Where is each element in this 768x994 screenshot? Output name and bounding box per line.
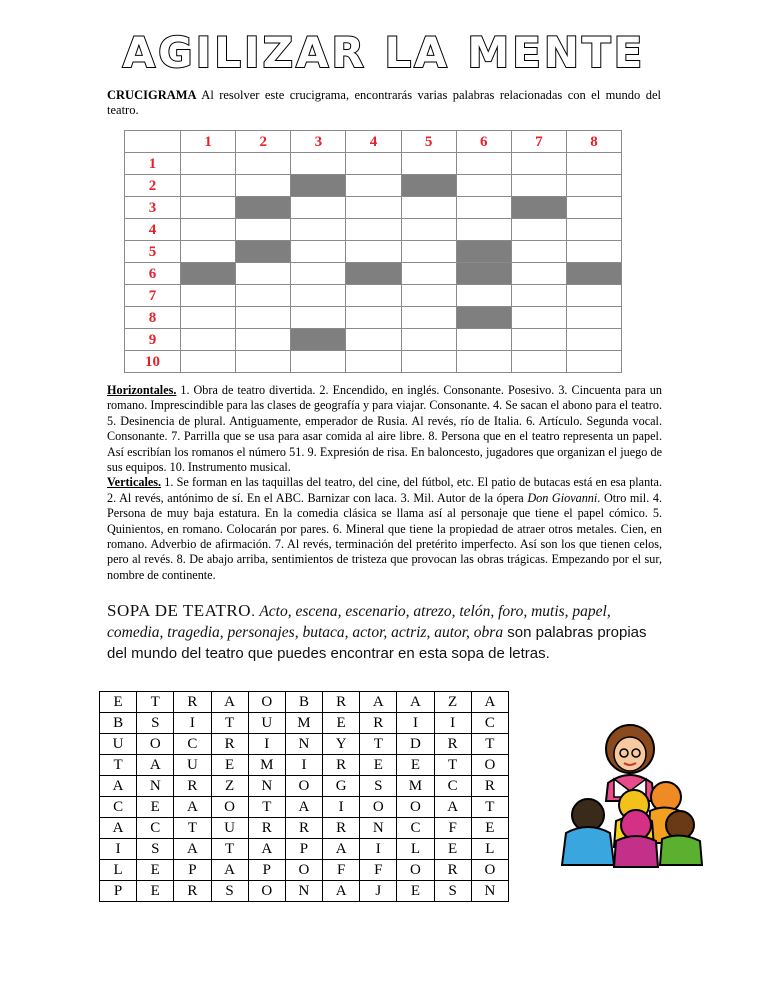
crossword-cell[interactable] — [401, 285, 456, 307]
crossword-cell[interactable] — [181, 285, 236, 307]
word-search-letter[interactable]: O — [137, 734, 174, 755]
word-search-letter[interactable]: O — [285, 860, 322, 881]
crossword-cell[interactable] — [456, 153, 511, 175]
crossword-cell[interactable] — [236, 219, 291, 241]
crossword-cell[interactable] — [181, 197, 236, 219]
word-search-letter[interactable]: T — [174, 818, 211, 839]
word-search-letter[interactable]: R — [248, 818, 285, 839]
crossword-cell[interactable] — [291, 351, 346, 373]
word-search-letter[interactable]: A — [211, 860, 248, 881]
word-search-letter[interactable]: A — [434, 797, 471, 818]
crossword-blocked-cell — [401, 175, 456, 197]
crossword-cell[interactable] — [566, 285, 621, 307]
word-search-row — [100, 797, 509, 818]
crossword-row — [125, 307, 622, 329]
word-search-letter[interactable]: J — [360, 881, 397, 902]
word-search-sep: . — [250, 603, 260, 620]
word-search-letter[interactable]: N — [248, 776, 285, 797]
vertical-clues-heading: Verticales. — [107, 475, 162, 490]
word-search-letter[interactable]: R — [174, 692, 211, 713]
word-search-letter[interactable]: I — [397, 713, 434, 734]
crossword-blocked-cell — [456, 241, 511, 263]
crossword-cell[interactable] — [181, 175, 236, 197]
word-search-letter[interactable]: N — [137, 776, 174, 797]
word-search-letter[interactable]: I — [323, 797, 360, 818]
word-search-letter[interactable]: T — [471, 734, 508, 755]
crossword-column-number: 4 — [346, 131, 401, 153]
crossword-cell[interactable] — [511, 351, 566, 373]
crossword-column-number: 5 — [401, 131, 456, 153]
crossword-cell[interactable] — [236, 307, 291, 329]
word-search-letter[interactable]: F — [323, 860, 360, 881]
crossword-cell[interactable] — [346, 197, 401, 219]
word-search-letter[interactable]: C — [174, 734, 211, 755]
crossword-cell[interactable] — [401, 351, 456, 373]
crossword-cell[interactable] — [566, 329, 621, 351]
word-search-letter[interactable]: O — [471, 755, 508, 776]
word-search-letter[interactable]: C — [471, 713, 508, 734]
word-search-letter[interactable]: A — [323, 839, 360, 860]
crossword-intro-text: Al resolver este crucigrama, encontrarás varias palabras relacionadas con el mundo del teatro. — [107, 88, 661, 117]
word-search-letter[interactable]: R — [323, 692, 360, 713]
word-search-row — [100, 818, 509, 839]
crossword-cell[interactable] — [346, 351, 401, 373]
crossword-cell[interactable] — [511, 153, 566, 175]
crossword-cell[interactable] — [291, 197, 346, 219]
word-search-heading: SOPA DE TEATRO — [107, 601, 251, 620]
word-search-letter[interactable]: A — [285, 797, 322, 818]
page-title: AGILIZAR LA MENTE — [122, 28, 646, 77]
word-search-intro — [107, 600, 667, 664]
crossword-cell[interactable] — [511, 263, 566, 285]
word-search-letter[interactable]: A — [137, 755, 174, 776]
word-search-letter[interactable]: R — [471, 776, 508, 797]
word-search-letter[interactable]: E — [137, 797, 174, 818]
crossword-cell[interactable] — [401, 241, 456, 263]
word-search-letter[interactable]: S — [211, 881, 248, 902]
word-search-letter[interactable]: A — [323, 881, 360, 902]
word-search-letter[interactable]: A — [471, 692, 508, 713]
word-search-letter[interactable]: N — [360, 818, 397, 839]
word-search-letter[interactable]: B — [100, 713, 137, 734]
crossword-cell[interactable] — [401, 263, 456, 285]
word-search-letter[interactable]: R — [323, 818, 360, 839]
crossword-cell[interactable] — [346, 329, 401, 351]
crossword-cell[interactable] — [181, 351, 236, 373]
word-search-letter[interactable]: U — [211, 818, 248, 839]
word-search-row — [100, 692, 509, 713]
word-search-letter[interactable]: P — [285, 839, 322, 860]
crossword-column-number: 3 — [291, 131, 346, 153]
word-search-letter[interactable]: E — [137, 860, 174, 881]
crossword-blocked-cell — [236, 197, 291, 219]
crossword-cell[interactable] — [181, 219, 236, 241]
word-search-letter[interactable]: E — [397, 881, 434, 902]
crossword-cell[interactable] — [291, 307, 346, 329]
crossword-column-number: 1 — [181, 131, 236, 153]
word-search-letter[interactable]: R — [285, 818, 322, 839]
crossword-cell[interactable] — [236, 153, 291, 175]
word-search-row — [100, 881, 509, 902]
word-search-letter[interactable]: N — [285, 881, 322, 902]
crossword-cell[interactable] — [566, 351, 621, 373]
crossword-row — [125, 219, 622, 241]
word-search-letter[interactable]: U — [174, 755, 211, 776]
word-search-letter[interactable]: F — [434, 818, 471, 839]
crossword-cell[interactable] — [236, 263, 291, 285]
crossword-cell[interactable] — [291, 263, 346, 285]
word-search-letter[interactable]: S — [360, 776, 397, 797]
crossword-cell[interactable] — [181, 329, 236, 351]
word-search-letter[interactable]: M — [248, 755, 285, 776]
crossword-cell[interactable] — [456, 175, 511, 197]
word-search-word-list: Acto, escena, escenario, atrezo, telón, foro, mutis, papel, comedia, tragedia, personajes, butaca, actor, actriz, autor, obra — [107, 603, 611, 641]
word-search-letter[interactable]: Z — [434, 692, 471, 713]
crossword-grid — [124, 130, 622, 373]
crossword-cell[interactable] — [181, 153, 236, 175]
word-search-letter[interactable]: E — [360, 755, 397, 776]
crossword-cell[interactable] — [401, 307, 456, 329]
word-search-letter[interactable]: C — [434, 776, 471, 797]
word-search-letter[interactable]: M — [285, 713, 322, 734]
clues-block — [107, 383, 662, 583]
crossword-row-number: 2 — [125, 175, 181, 197]
crossword-cell[interactable] — [566, 307, 621, 329]
crossword-cell[interactable] — [346, 241, 401, 263]
crossword-row — [125, 153, 622, 175]
word-search-letter[interactable]: T — [434, 755, 471, 776]
word-search-letter[interactable]: R — [211, 734, 248, 755]
word-search-letter[interactable]: R — [360, 713, 397, 734]
crossword-cell[interactable] — [566, 241, 621, 263]
crossword-row-number: 8 — [125, 307, 181, 329]
crossword-cell[interactable] — [456, 285, 511, 307]
word-search-letter[interactable]: L — [100, 860, 137, 881]
crossword-cell[interactable] — [236, 175, 291, 197]
crossword-blocked-cell — [566, 263, 621, 285]
crossword-row-number: 3 — [125, 197, 181, 219]
word-search-letter[interactable]: C — [100, 797, 137, 818]
word-search-letter[interactable]: E — [434, 839, 471, 860]
crossword-row-number: 5 — [125, 241, 181, 263]
crossword-cell[interactable] — [291, 285, 346, 307]
word-search-letter[interactable]: I — [360, 839, 397, 860]
child-green — [660, 811, 702, 865]
crossword-blocked-cell — [236, 241, 291, 263]
word-search-letter[interactable]: O — [360, 797, 397, 818]
crossword-cell[interactable] — [346, 219, 401, 241]
crossword-cell[interactable] — [401, 219, 456, 241]
word-search-letter[interactable]: N — [285, 734, 322, 755]
crossword-cell[interactable] — [511, 285, 566, 307]
crossword-cell[interactable] — [236, 329, 291, 351]
word-search-letter[interactable]: S — [137, 839, 174, 860]
word-search-letter[interactable]: C — [137, 818, 174, 839]
word-search-letter[interactable]: E — [137, 881, 174, 902]
word-search-letter[interactable]: L — [397, 839, 434, 860]
word-search-row — [100, 839, 509, 860]
word-search-letter[interactable]: I — [248, 734, 285, 755]
word-search-letter[interactable]: O — [397, 797, 434, 818]
crossword-cell[interactable] — [456, 219, 511, 241]
crossword-cell[interactable] — [566, 197, 621, 219]
crossword-cell[interactable] — [566, 153, 621, 175]
crossword-row-number: 9 — [125, 329, 181, 351]
crossword-cell[interactable] — [566, 175, 621, 197]
word-search-letter[interactable]: U — [248, 713, 285, 734]
word-search-letter[interactable]: Z — [211, 776, 248, 797]
crossword-cell[interactable] — [401, 197, 456, 219]
crossword-cell[interactable] — [511, 241, 566, 263]
crossword-cell[interactable] — [346, 285, 401, 307]
word-search-letter[interactable]: E — [211, 755, 248, 776]
word-search-letter[interactable]: O — [471, 860, 508, 881]
word-search-letter[interactable]: A — [174, 839, 211, 860]
word-search-letter[interactable]: T — [100, 755, 137, 776]
word-search-letter[interactable]: P — [174, 860, 211, 881]
word-search-letter[interactable]: T — [211, 713, 248, 734]
crossword-row-number: 6 — [125, 263, 181, 285]
word-search-letter[interactable]: T — [471, 797, 508, 818]
word-search-letter[interactable]: I — [174, 713, 211, 734]
crossword-cell[interactable] — [511, 219, 566, 241]
crossword-cell[interactable] — [456, 197, 511, 219]
word-search-letter[interactable]: R — [174, 776, 211, 797]
word-search-letter[interactable]: N — [471, 881, 508, 902]
crossword-row — [125, 329, 622, 351]
word-search-letter[interactable]: O — [285, 776, 322, 797]
word-search-intro-tail: son palabras propias del mundo del teatro que puedes encontrar en esta sopa de letras. — [107, 624, 647, 662]
word-search-letter[interactable]: R — [323, 755, 360, 776]
word-search-letter[interactable]: F — [360, 860, 397, 881]
word-search-row — [100, 713, 509, 734]
word-search-row — [100, 860, 509, 881]
word-search-letter[interactable]: A — [360, 692, 397, 713]
vertical-clues-text-2: . Otro mil. 4. Persona de muy baja estatura. En la comedia clásica se llama así al personaje que tiene el papel cómico. 5. Quinientos, en romano. Colocarán por pares. 6. Mineral que tiene la propiedad de atraer otros metales. Cien, en romano. Adverbio de afirmación. 7. Al revés, terminación del pretérito imperfecto. Así son los que tienen celos, pero al revés. 8. De abajo arriba, sentimientos de tristeza que provocan las obras trágicas. Empezando por el sur, nombre de continente. — [107, 490, 663, 582]
crossword-cell[interactable] — [291, 153, 346, 175]
crossword-cell[interactable] — [346, 307, 401, 329]
crossword-row-number: 1 — [125, 153, 181, 175]
crossword-row — [125, 197, 622, 219]
crossword-blocked-cell — [346, 263, 401, 285]
word-search-letter[interactable]: U — [100, 734, 137, 755]
word-search-letter[interactable]: E — [397, 755, 434, 776]
word-search-letter[interactable]: R — [434, 860, 471, 881]
word-search-letter[interactable]: O — [397, 860, 434, 881]
word-search-row — [100, 734, 509, 755]
child-blue — [562, 799, 614, 865]
word-search-letter[interactable]: R — [434, 734, 471, 755]
crossword-row — [125, 175, 622, 197]
crossword-blocked-cell — [456, 307, 511, 329]
word-search-letter[interactable]: A — [211, 692, 248, 713]
word-search-letter[interactable]: S — [434, 881, 471, 902]
word-search-letter[interactable]: E — [323, 713, 360, 734]
crossword-cell[interactable] — [291, 241, 346, 263]
crossword-cell[interactable] — [236, 351, 291, 373]
crossword-cell[interactable] — [181, 307, 236, 329]
word-search-letter[interactable]: T — [137, 692, 174, 713]
word-search-row — [100, 755, 509, 776]
word-search-letter[interactable]: E — [100, 692, 137, 713]
word-search-letter[interactable]: B — [285, 692, 322, 713]
teacher-reading-to-children-illustration — [548, 721, 710, 871]
word-search-letter[interactable]: I — [434, 713, 471, 734]
crossword-row-number: 7 — [125, 285, 181, 307]
word-search-letter[interactable]: C — [397, 818, 434, 839]
crossword-cell[interactable] — [401, 329, 456, 351]
horizontal-clues-text: 1. Obra de teatro divertida. 2. Encendido, en inglés. Consonante. Posesivo. 3. Cincuenta para un romano. Imprescindible para las clases de geografía y para viajar. Consonante. 4. Se sacan el abono para el teatro. 5. Desinencia de plural. Antiguamente, emperador de Rusia. Al revés, río de Italia. 6. Artículo. Segunda vocal. Consonante. 7. Parrilla que se usa para asar comida al aire libre. 8. Persona que en el teatro representa un papel. Así escribían los romanos el número 51. 9. Expresión de risa. En baloncesto, jugadores que organizan el juego de sus equipos. 10. Instrumento musical. — [107, 383, 662, 475]
crossword-blocked-cell — [511, 197, 566, 219]
word-search-letter[interactable]: T — [211, 839, 248, 860]
crossword-blocked-cell — [291, 175, 346, 197]
crossword-cell[interactable] — [346, 153, 401, 175]
word-search-letter[interactable]: A — [248, 839, 285, 860]
crossword-intro — [107, 88, 661, 118]
crossword-row — [125, 351, 622, 373]
crossword-cell[interactable] — [511, 329, 566, 351]
word-search-letter[interactable]: O — [211, 797, 248, 818]
word-search-letter[interactable]: D — [397, 734, 434, 755]
crossword-cell[interactable] — [511, 307, 566, 329]
crossword-cell[interactable] — [401, 153, 456, 175]
vertical-clues-italic: Don Giovanni — [527, 490, 598, 505]
word-search-letter[interactable]: A — [100, 776, 137, 797]
crossword-row — [125, 285, 622, 307]
word-search-letter[interactable]: I — [285, 755, 322, 776]
crossword-cell[interactable] — [181, 241, 236, 263]
word-search-letter[interactable]: T — [248, 797, 285, 818]
word-search-letter[interactable]: O — [248, 692, 285, 713]
word-search-row — [100, 776, 509, 797]
crossword-blocked-cell — [291, 329, 346, 351]
word-search-grid — [99, 691, 509, 902]
word-search-letter[interactable]: P — [100, 881, 137, 902]
word-search-letter[interactable]: M — [397, 776, 434, 797]
word-search-letter[interactable]: A — [397, 692, 434, 713]
crossword-row-number: 10 — [125, 351, 181, 373]
crossword-column-number: 8 — [566, 131, 621, 153]
crossword-header-row — [125, 131, 622, 153]
word-search-letter[interactable]: T — [360, 734, 397, 755]
word-search-letter[interactable]: Y — [323, 734, 360, 755]
word-search-letter[interactable]: G — [323, 776, 360, 797]
word-search-letter[interactable]: L — [471, 839, 508, 860]
vertical-clues-text-1: 1. Se forman en las taquillas del teatro, del cine, del fútbol, etc. El patio de butacas está en esa planta. 2. Al revés, antónimo de sí. En el ABC. Barnizar con laca. 3. Mil. Autor de la ópera — [107, 475, 662, 505]
crossword-row — [125, 241, 622, 263]
word-search-letter[interactable]: A — [174, 797, 211, 818]
word-search-letter[interactable]: I — [100, 839, 137, 860]
crossword-blocked-cell — [181, 263, 236, 285]
crossword-cell[interactable] — [566, 219, 621, 241]
crossword-heading: CRUCIGRAMA — [107, 88, 197, 102]
crossword-cell[interactable] — [511, 175, 566, 197]
horizontal-clues-heading: Horizontales. — [107, 383, 177, 397]
crossword-corner — [125, 131, 181, 153]
crossword-cell[interactable] — [236, 285, 291, 307]
word-search-letter[interactable]: E — [471, 818, 508, 839]
word-search-letter[interactable]: S — [137, 713, 174, 734]
crossword-cell[interactable] — [456, 351, 511, 373]
crossword-row-number: 4 — [125, 219, 181, 241]
word-search-letter[interactable]: A — [100, 818, 137, 839]
crossword-column-number: 7 — [511, 131, 566, 153]
word-search-letter[interactable]: P — [248, 860, 285, 881]
crossword-column-number: 6 — [456, 131, 511, 153]
crossword-row — [125, 263, 622, 285]
word-search-letter[interactable]: O — [248, 881, 285, 902]
crossword-cell[interactable] — [291, 219, 346, 241]
crossword-cell[interactable] — [456, 329, 511, 351]
word-search-letter[interactable]: R — [174, 881, 211, 902]
crossword-cell[interactable] — [346, 175, 401, 197]
crossword-blocked-cell — [456, 263, 511, 285]
crossword-column-number: 2 — [236, 131, 291, 153]
